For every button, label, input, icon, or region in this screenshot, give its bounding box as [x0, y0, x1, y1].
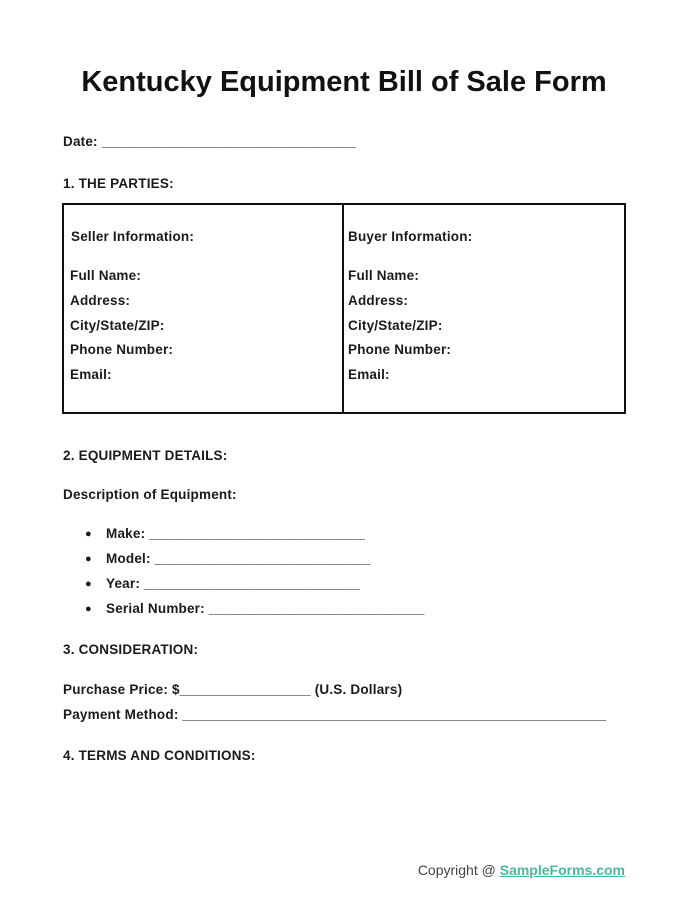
purchase-price-line: Purchase Price: $_________________ (U.S. Dollars)	[63, 682, 403, 697]
buyer-email-label: Email:	[348, 367, 390, 382]
buyer-heading: Buyer Information:	[348, 229, 473, 244]
equipment-model-line: Model: ____________________________	[106, 551, 371, 566]
parties-divider	[342, 205, 344, 412]
payment-method-line: Payment Method: _______________________________________________________	[63, 707, 607, 722]
seller-phone-label: Phone Number:	[70, 342, 174, 357]
section-parties-heading: 1. THE PARTIES:	[63, 176, 174, 191]
copyright-footer	[418, 862, 625, 878]
section-equipment-heading: 2. EQUIPMENT DETAILS:	[63, 448, 228, 463]
bullet-icon: ●	[85, 528, 92, 540]
bullet-icon: ●	[85, 553, 92, 565]
equipment-year-line: Year: ____________________________	[106, 576, 360, 591]
parties-table	[62, 203, 626, 414]
seller-address-label: Address:	[70, 293, 131, 308]
buyer-full-name-label: Full Name:	[348, 268, 420, 283]
equipment-make-line: Make: ____________________________	[106, 526, 366, 541]
bullet-icon: ●	[85, 603, 92, 615]
buyer-address-label: Address:	[348, 293, 409, 308]
buyer-phone-label: Phone Number:	[348, 342, 452, 357]
page-title: Kentucky Equipment Bill of Sale Form	[81, 66, 607, 98]
seller-heading: Seller Information:	[71, 229, 195, 244]
brand-link[interactable]: SampleForms.com	[499, 862, 625, 878]
date-line: Date: _________________________________	[63, 134, 357, 149]
buyer-city-state-zip-label: City/State/ZIP:	[348, 318, 443, 333]
section-consideration-heading: 3. CONSIDERATION:	[63, 642, 199, 657]
equipment-description-label: Description of Equipment:	[63, 487, 237, 502]
section-terms-heading: 4. TERMS AND CONDITIONS:	[63, 748, 256, 763]
equipment-serial-line: Serial Number: ____________________________	[106, 601, 425, 616]
seller-email-label: Email:	[70, 367, 112, 382]
seller-full-name-label: Full Name:	[70, 268, 142, 283]
bullet-icon: ●	[85, 578, 92, 590]
copyright-prefix: Copyright @	[417, 862, 500, 878]
seller-city-state-zip-label: City/State/ZIP:	[70, 318, 165, 333]
